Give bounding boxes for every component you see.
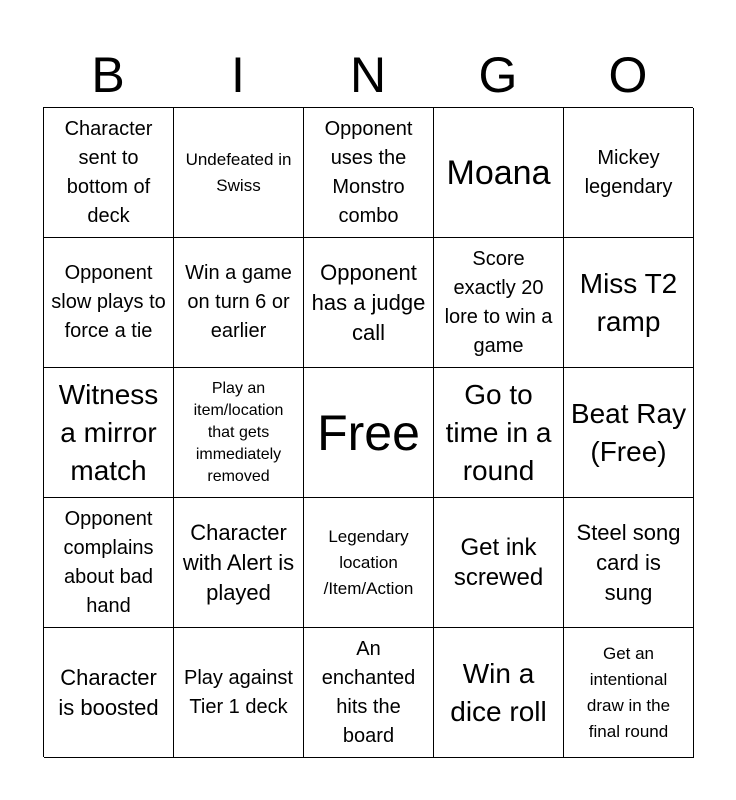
free-space-text: Free [317,404,420,461]
cell-text: Miss T2 ramp [579,267,678,337]
bingo-cell-r4-c1[interactable] [174,628,304,758]
cell-text: Win a dice roll [450,657,547,727]
cell-text: Opponent complains about bad hand [63,507,154,617]
header-letter-i: I [231,47,245,103]
cell-text: Get an intentional draw in the final round [586,643,671,741]
bingo-cell-r3-c1[interactable] [174,498,304,628]
cell-text: Play an item/location that gets immediately removed [193,379,284,485]
bingo-cell-r0-c3[interactable] [434,108,564,238]
bingo-cell-r0-c0[interactable] [44,108,174,238]
cell-text: Steel song card is sung [576,519,681,605]
bingo-cell-r2-c0[interactable] [44,368,174,498]
bingo-header [43,44,693,106]
header-letter-g: G [478,47,518,103]
cell-text: Moana [446,153,551,192]
bingo-cell-r1-c2[interactable] [304,238,434,368]
cell-text: Play against Tier 1 deck [184,666,293,718]
header-letter-n: N [349,47,387,103]
bingo-cell-r1-c0[interactable] [44,238,174,368]
bingo-cell-r4-c0[interactable] [44,628,174,758]
cell-text: Opponent slow plays to force a tie [51,262,166,342]
header-letter-b: B [91,47,125,103]
cell-text: Score exactly 20 lore to win a game [444,247,553,357]
bingo-cell-r3-c2[interactable] [304,498,434,628]
bingo-cell-free[interactable] [304,368,434,498]
bingo-board [43,107,693,757]
bingo-cell-r2-c1[interactable] [174,368,304,498]
bingo-cell-r0-c2[interactable] [304,108,434,238]
cell-text: An enchanted hits the board [321,637,416,747]
bingo-cell-r1-c1[interactable] [174,238,304,368]
cell-text: Mickey legendary [584,146,673,198]
cell-text: Character is boosted [58,664,159,720]
bingo-cell-r3-c0[interactable] [44,498,174,628]
cell-text: Go to time in a round [445,378,552,486]
bingo-cell-r1-c3[interactable] [434,238,564,368]
cell-text: Opponent uses the Monstro combo [324,117,413,227]
bingo-cell-r0-c4[interactable] [564,108,694,238]
bingo-cell-r4-c2[interactable] [304,628,434,758]
cell-text: Undefeated in Swiss [185,149,292,195]
bingo-cell-r3-c3[interactable] [434,498,564,628]
bingo-cell-r2-c3[interactable] [434,368,564,498]
bingo-cell-r4-c3[interactable] [434,628,564,758]
bingo-cell-r0-c1[interactable] [174,108,304,238]
bingo-cell-r1-c4[interactable] [564,238,694,368]
bingo-cell-r4-c4[interactable] [564,628,694,758]
bingo-cell-r2-c4[interactable] [564,368,694,498]
cell-text: Character with Alert is played [182,519,295,605]
cell-text: Opponent has a judge call [311,259,426,345]
cell-text: Beat Ray (Free) [570,397,687,467]
cell-text: Legendary location /Item/Action [323,526,414,598]
cell-text: Character sent to bottom of deck [64,117,153,227]
header-letter-o: O [608,47,648,103]
cell-text: Get ink screwed [453,533,544,591]
bingo-cell-r3-c4[interactable] [564,498,694,628]
cell-text: Win a game on turn 6 or earlier [185,262,292,342]
cell-text: Witness a mirror match [58,378,159,486]
